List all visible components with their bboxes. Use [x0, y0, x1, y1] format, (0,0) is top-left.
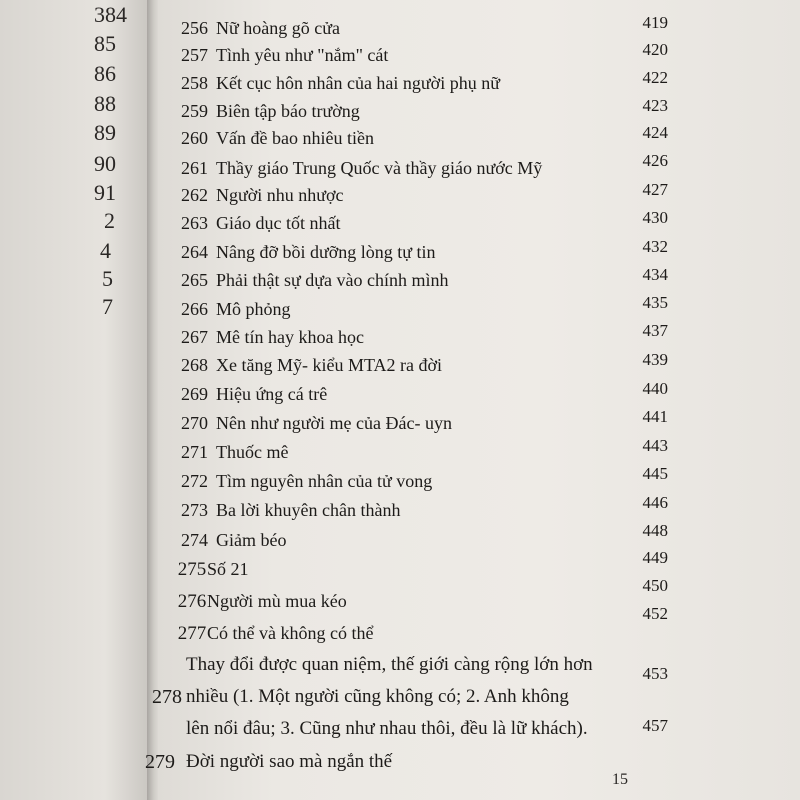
entry-page: 437 — [642, 321, 668, 340]
entry-title: Giáo dục tốt nhất — [216, 213, 341, 233]
entry-page: 420 — [642, 40, 668, 59]
entry-page: 434 — [642, 265, 668, 284]
entry-title: Phải thật sự dựa vào chính mình — [216, 270, 449, 290]
entry-number: 260 — [181, 128, 208, 148]
entry-title: Ba lời khuyên chân thành — [216, 500, 401, 520]
entry-page: 457 — [642, 716, 668, 735]
entry-number: 269 — [181, 384, 208, 404]
entry-number: 273 — [181, 500, 208, 520]
entry-title-line: Thay đổi được quan niệm, thế giới càng rộng lớn hơn — [186, 654, 593, 675]
entry-number: 278 — [152, 686, 182, 708]
entry-title: Kết cục hôn nhân của hai người phụ nữ — [216, 73, 500, 93]
entry-number: 258 — [181, 73, 208, 93]
previous-page-number: 5 — [102, 266, 113, 291]
entry-page: 448 — [642, 521, 668, 540]
entry-number: 257 — [181, 45, 208, 65]
entry-page: 439 — [642, 350, 668, 369]
entry-title: Đời người sao mà ngắn thế — [186, 751, 393, 772]
entry-page: 452 — [642, 604, 668, 623]
entry-title: Nữ hoàng gõ cửa — [216, 18, 340, 38]
entry-page: 422 — [642, 68, 668, 87]
previous-page-number: 90 — [94, 151, 116, 176]
previous-page-number: 2 — [104, 208, 115, 233]
entry-page: 446 — [642, 493, 668, 512]
entry-number: 256 — [181, 18, 208, 38]
entry-page: 435 — [642, 293, 668, 312]
entry-number: 270 — [181, 413, 208, 433]
entry-title: Hiệu ứng cá trê — [216, 384, 328, 404]
entry-number: 267 — [181, 327, 208, 347]
entry-title: Biên tập báo trường — [216, 101, 360, 121]
entry-page: 423 — [642, 96, 668, 115]
entry-number: 271 — [181, 442, 208, 462]
entry-page: 449 — [642, 548, 668, 567]
entry-title: Người nhu nhược — [216, 185, 344, 205]
entry-title: Mê tín hay khoa học — [216, 327, 364, 347]
previous-page-number: 85 — [94, 31, 116, 56]
previous-page — [0, 0, 150, 800]
entry-page: 427 — [642, 180, 668, 199]
entry-page: 443 — [642, 436, 668, 455]
entry-number: 259 — [181, 101, 208, 121]
entry-title: Có thể và không có thể — [207, 623, 374, 643]
previous-page-number: 88 — [94, 91, 116, 116]
entry-number: 274 — [181, 530, 208, 550]
entry-number: 261 — [181, 158, 208, 178]
entry-page: 441 — [642, 407, 668, 426]
previous-page-number: 91 — [94, 180, 116, 205]
entry-page: 430 — [642, 208, 668, 227]
entry-number: 277 — [177, 623, 207, 644]
entry-title: Thuốc mê — [216, 442, 289, 462]
entry-number: 262 — [181, 185, 208, 205]
entry-title: Thầy giáo Trung Quốc và thầy giáo nước Mỹ — [216, 158, 543, 178]
entry-title-line: lên nổi đâu; 3. Cũng như nhau thôi, đều là lữ khách). — [186, 718, 588, 739]
entry-title: Xe tăng Mỹ- kiểu MTA2 ra đời — [216, 355, 443, 375]
entry-title-line: nhiều (1. Một người cũng không có; 2. Anh không — [186, 686, 569, 707]
entry-page: 419 — [642, 13, 668, 32]
page-number: 15 — [612, 771, 628, 788]
entry-number: 279 — [145, 751, 175, 773]
entry-title: Tìm nguyên nhân của tử vong — [216, 471, 433, 491]
entry-title: Mô phỏng — [216, 299, 291, 319]
previous-page-number: 4 — [100, 238, 111, 263]
entry-title: Nâng đỡ bồi dưỡng lòng tự tin — [216, 242, 436, 262]
entry-title: Tình yêu như "nắm" cát — [216, 45, 389, 65]
entry-number: 264 — [181, 242, 208, 262]
entry-number: 266 — [181, 299, 208, 319]
entry-page: 453 — [642, 664, 668, 683]
entry-title: Vấn đề bao nhiêu tiền — [216, 128, 374, 148]
entry-title: Giảm béo — [216, 530, 287, 550]
entry-page: 440 — [642, 379, 668, 398]
entry-number: 276 — [177, 591, 207, 612]
entry-number: 265 — [181, 270, 208, 290]
entry-number: 272 — [181, 471, 208, 491]
entry-number: 263 — [181, 213, 208, 233]
entry-title: Nên như người mẹ của Đác- uyn — [216, 413, 452, 433]
entry-title: Người mù mua kéo — [207, 591, 347, 611]
entry-number: 268 — [181, 355, 208, 375]
entry-page: 426 — [642, 151, 668, 170]
previous-page-number: 89 — [94, 120, 116, 145]
entry-page: 424 — [642, 123, 668, 142]
previous-page-number: 7 — [102, 294, 113, 319]
entry-page: 432 — [642, 237, 668, 256]
previous-page-number: 86 — [94, 61, 116, 86]
entry-title: Số 21 — [207, 559, 249, 579]
entry-number: 275 — [177, 559, 207, 580]
entry-page: 450 — [642, 576, 668, 595]
previous-page-number: 384 — [94, 2, 127, 27]
entry-page: 445 — [642, 464, 668, 483]
